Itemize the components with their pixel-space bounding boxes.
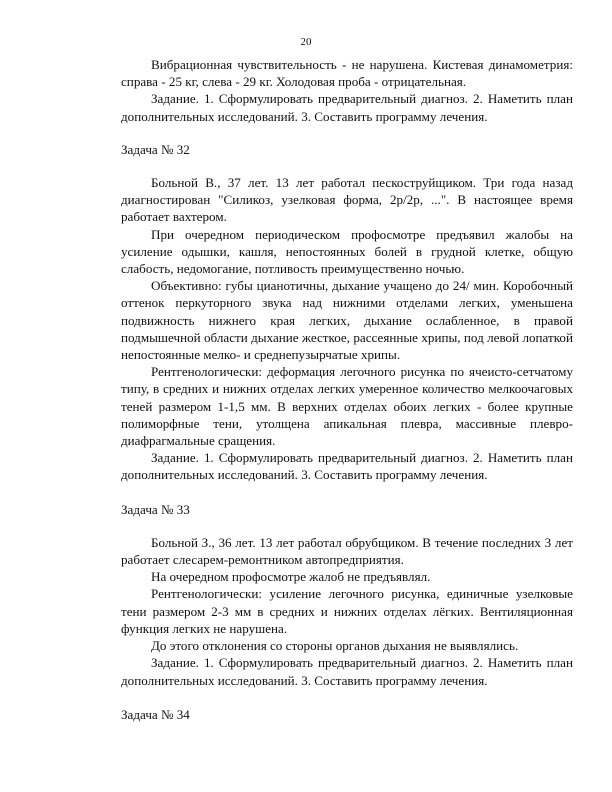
task-33-assignment: Задание. 1. Сформулировать предварительный диагноз. 2. Наметить план дополнительных исследований. 3. Составить программу лечения. — [121, 655, 573, 688]
task-34-heading: Задача № 34 — [121, 706, 190, 722]
task-33-paragraph-4: До этого отклонения со стороны органов дыхания не выявлялись. — [151, 638, 519, 654]
task-32-paragraph-4: Рентгенологически: деформация легочного рисунка по ячеисто-сетчатому типу, в средних и нижних отделах легких умеренное количество мелкоочаговых теней размером 1-1,5 мм. В верхних отделах обоих легких - более крупные полиморфные тени, утолщена апикальная плевра, массивные плевро-диафрагмальные сращения. — [121, 364, 573, 449]
task-33-paragraph-2: На очередном профосмотре жалоб не предъявлял. — [151, 569, 431, 585]
task-33-heading: Задача № 33 — [121, 501, 190, 517]
task-32-assignment: Задание. 1. Сформулировать предварительный диагноз. 2. Наметить план дополнительных исследований. 3. Составить программу лечения. — [121, 450, 573, 483]
intro-paragraph-1: Вибрационная чувствительность - не нарушена. Кистевая динамометрия: справа - 25 кг, слева - 29 кг. Холодовая проба - отрицательная. — [121, 57, 573, 90]
intro-assignment-paragraph: Задание. 1. Сформулировать предварительный диагноз. 2. Наметить план дополнительных исследований. 3. Составить программу лечения. — [121, 91, 573, 124]
task-33-paragraph-1: Больной З., 36 лет. 13 лет работал обрубщиком. В течение последних 3 лет работает слесарем-ремонтником автопредприятия. — [121, 534, 573, 568]
page-content — [121, 56, 573, 739]
task-32-paragraph-2: При очередном периодическом профосмотре предъявил жалобы на усиление одышки, кашля, непостоянных болей в грудной клетке, общую слабость, недомогание, потливость преимущественно ночью. — [121, 226, 573, 277]
task-32-heading: Задача № 32 — [121, 141, 190, 157]
task-32-paragraph-1: Больной В., 37 лет. 13 лет работал пескоструйщиком. Три года назад диагностирован "Силикоз, узелковая форма, 2р/2р, ...". В настоящее время работает вахтером. — [121, 175, 573, 225]
task-32-paragraph-3: Объективно: губы цианотичны, дыхание учащено до 24/ мин. Коробочный оттенок перкуторного звука над нижними отделами легких, уменьшена подвижность нижнего края легких, дыхание ослабленное, в правой подмышечной области дыхание жесткое, рассеянные хрипы, под левой лопаткой непостоянные мелко- и среднепузырчатые хрипы. — [121, 278, 573, 363]
task-33-paragraph-3: Рентгенологически: усиление легочного рисунка, единичные узелковые тени размером 2-3 мм в средних и нижних отделах лёгких. Вентиляционная функция легких не нарушена. — [121, 586, 573, 636]
page-number: 20 — [300, 36, 312, 48]
